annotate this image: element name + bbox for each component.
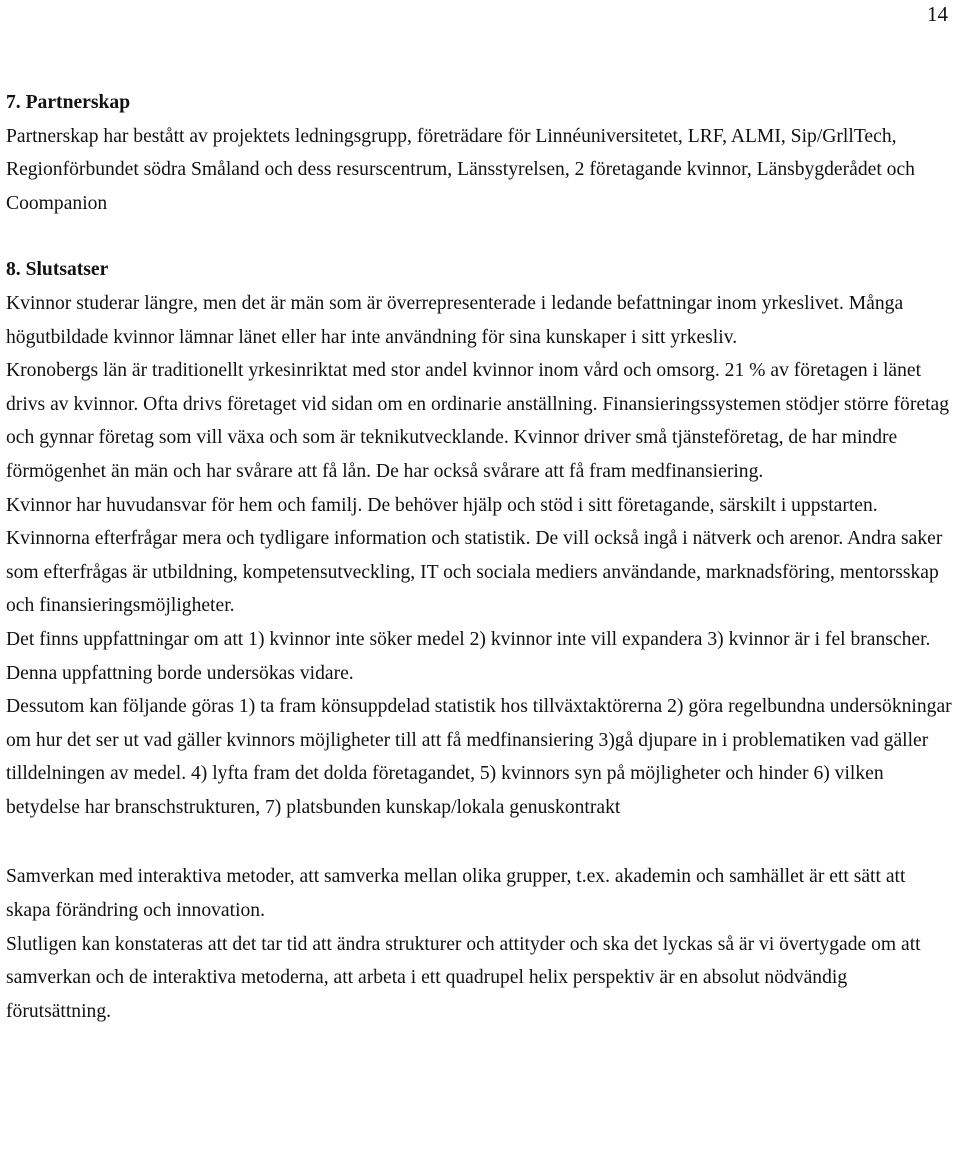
spacer [6,824,954,860]
section-slutsatser [6,253,954,1028]
spacer [6,220,954,253]
paragraph: Kronobergs län är traditionellt yrkesinriktat med stor andel kvinnor inom vård och omsorg. 21 % av företagen i länet drivs av kvinnor. Ofta drivs företaget vid sidan om en ordinarie anställning. Finansieringssystemen stödjer större företag och gynnar företag som vill växa och som är teknikutvecklande. Kvinnor driver små tjänsteföretag, de har mindre förmögenhet än män och har svårare att få lån. De har också svårare att få fram medfinansiering. [6,360,950,482]
paragraph: Samverkan med interaktiva metoder, att samverka mellan olika grupper, t.ex. akademin och samhället är ett sätt att skapa förändring och innovation. [6,866,906,922]
paragraph: Partnerskap har bestått av projektets ledningsgrupp, företrädare för Linnéuniversitetet, LRF, ALMI, Sip/GrllTech, Regionförbundet södra Småland och dess resurscentrum, Länsstyrelsen, 2 företagande kvinnor, Länsbygderådet och Coompanion [6,125,915,214]
page-number: 14 [927,2,948,26]
document-body [6,86,954,1028]
section-heading: 8. Slutsatser [6,259,109,281]
paragraph: Det finns uppfattningar om att 1) kvinnor inte söker medel 2) kvinnor inte vill expandera 3) kvinnor är i fel branscher. Denna uppfattning borde undersökas vidare. [6,628,931,684]
paragraph: Kvinnor studerar längre, men det är män som är överrepresenterade i ledande befattningar inom yrkeslivet. Många högutbildade kvinnor lämnar länet eller har inte användning för sina kunskaper i sitt yrkesliv. [6,292,904,348]
section-partnerskap [6,86,954,220]
paragraph: Kvinnor har huvudansvar för hem och familj. De behöver hjälp och stöd i sitt företagande, särskilt i uppstarten. Kvinnorna efterfrågar mera och tydligare information och statistik. De vill också ingå i nätverk och arenor. Andra saker som efterfrågas är utbildning, kompetensutveckling, IT och sociala mediers användande, marknadsföring, mentorsskap och finansieringsmöjligheter. [6,494,943,617]
section-heading: 7. Partnerskap [6,92,131,113]
paragraph: Slutligen kan konstateras att det tar tid att ändra strukturer och attityder och ska det lyckas så är vi övertygade om att samverkan och de interaktiva metoderna, att arbeta i ett quadrupel helix perspektiv är en absolut nödvändig förutsättning. [6,933,921,1022]
paragraph: Dessutom kan följande göras 1) ta fram könsuppdelad statistik hos tillväxtaktörerna 2) göra regelbundna undersökningar om hur det ser ut vad gäller kvinnors möjligheter till att få medfinansiering 3)gå djupare in i problematiken vad gäller tilldelningen av medel. 4) lyfta fram det dolda företagandet, 5) kvinnors syn på möjligheter och hinder 6) vilken betydelse har branschstrukturen, 7) platsbunden kunskap/lokala genuskontrakt [6,696,952,818]
